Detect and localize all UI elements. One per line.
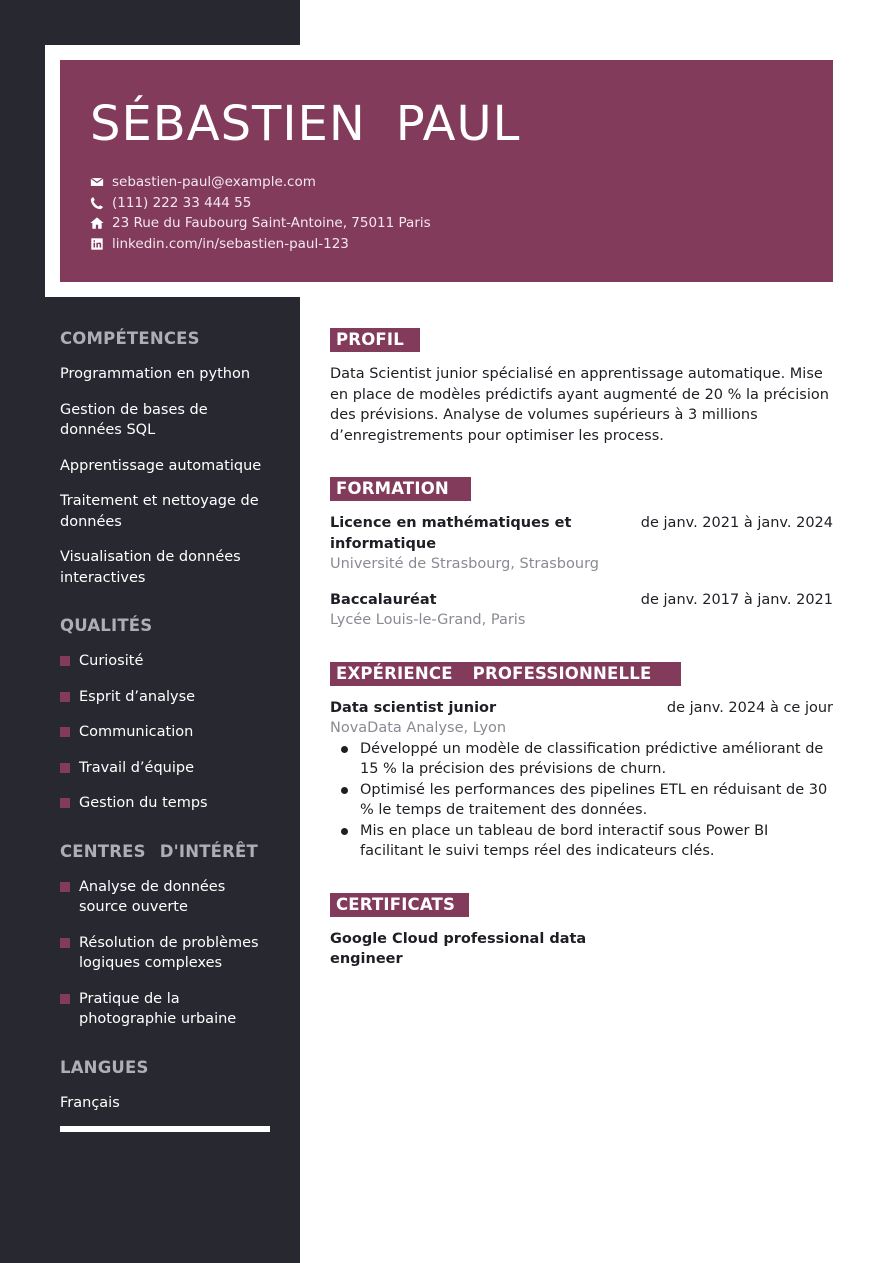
address-text: 23 Rue du Faubourg Saint-Antoine, 75011 Paris xyxy=(112,215,431,232)
email-text: sebastien-paul@example.com xyxy=(112,174,316,191)
school-name: Université de Strasbourg, Strasbourg xyxy=(330,556,599,572)
contact-email[interactable] xyxy=(90,172,833,193)
interests-heading xyxy=(60,841,270,863)
task-item: Mis en place un tableau de bord interactif sous Power BI facilitant le suivi temps réel des indicateurs clés. xyxy=(330,821,833,862)
education-heading: FORMATION xyxy=(330,477,471,501)
contact-linkedin[interactable] xyxy=(90,234,833,255)
skill-item: Visualisation de données interactives xyxy=(60,549,241,586)
first-name: SÉBASTIEN xyxy=(90,96,366,152)
square-bullet-icon xyxy=(60,763,70,773)
experience-section xyxy=(330,662,833,862)
skills-heading: COMPÉTENCES xyxy=(60,329,200,348)
language-level-bar xyxy=(60,1126,270,1132)
square-bullet-icon xyxy=(60,938,70,948)
interest-item xyxy=(60,933,270,974)
interest-text: Pratique de la photographie urbaine xyxy=(79,990,237,1027)
company-name: NovaData Analyse, Lyon xyxy=(330,720,507,736)
full-name xyxy=(90,96,833,156)
quality-text: Gestion du temps xyxy=(79,795,208,811)
education-section xyxy=(330,477,833,631)
experience-heading xyxy=(330,662,681,686)
profile-text: Data Scientist junior spécialisé en apprentissage automatique. Mise en place de modèles prédictifs ayant augmenté de 20 % la précision des prévisions. Analyse de volumes supérieurs à 3 millions d’enregistrements pour optimiser les process. xyxy=(330,366,829,444)
task-item: Développé un modèle de classification prédictive améliorant de 15 % la précision des prévisions de churn. xyxy=(330,739,833,780)
linkedin-icon xyxy=(90,237,104,251)
header-banner xyxy=(60,60,833,282)
interests-section xyxy=(60,841,270,1030)
languages-heading: LANGUES xyxy=(60,1057,149,1077)
experience-heading-part: EXPÉRIENCE xyxy=(336,663,453,683)
task-item: Optimisé les performances des pipelines ETL en réduisant de 30 % le temps de traitement des données. xyxy=(330,780,833,821)
experience-heading-part: PROFESSIONNELLE xyxy=(472,663,652,683)
quality-text: Travail d’équipe xyxy=(79,759,194,776)
interest-text: Analyse de données source ouverte xyxy=(79,878,226,915)
contact-list xyxy=(90,172,833,254)
square-bullet-icon xyxy=(60,692,70,702)
interest-item xyxy=(60,989,270,1030)
quality-text: Curiosité xyxy=(79,653,144,669)
quality-text: Esprit d’analyse xyxy=(79,688,196,705)
languages-section xyxy=(60,1057,270,1133)
square-bullet-icon xyxy=(60,882,70,892)
education-entry xyxy=(330,513,833,575)
skill-item: Gestion de bases de données SQL xyxy=(60,401,208,438)
contact-phone[interactable] xyxy=(90,193,833,214)
job-title: Data scientist junior xyxy=(330,699,497,716)
quality-item xyxy=(60,687,270,708)
task-list xyxy=(330,739,833,862)
sidebar xyxy=(60,328,270,1159)
qualities-section xyxy=(60,615,270,814)
profile-section xyxy=(330,328,833,446)
job-dates: de janv. 2024 à ce jour xyxy=(666,699,833,716)
phone-icon xyxy=(90,196,104,210)
qualities-heading: QUALITÉS xyxy=(60,616,153,635)
main-content xyxy=(330,328,833,970)
interests-heading-part: CENTRES xyxy=(60,841,146,861)
contact-address xyxy=(90,213,833,234)
envelope-icon xyxy=(90,175,104,189)
education-entry xyxy=(330,590,833,631)
phone-text: (111) 222 33 444 55 xyxy=(112,194,252,211)
education-dates: de janv. 2017 à janv. 2021 xyxy=(640,591,833,608)
degree-title: Baccalauréat xyxy=(330,591,437,608)
quality-item xyxy=(60,758,270,779)
skill-item: Apprentissage automatique xyxy=(60,457,262,474)
quality-text: Communication xyxy=(79,724,194,740)
interests-heading-part: D'INTÉRÊT xyxy=(159,841,258,861)
degree-title: Licence en mathématiques et informatique xyxy=(330,515,572,552)
school-name: Lycée Louis-le-Grand, Paris xyxy=(330,612,526,628)
certificate-item: Google Cloud professional data engineer xyxy=(330,930,587,967)
education-dates: de janv. 2021 à janv. 2024 xyxy=(640,515,833,531)
skill-item: Programmation en python xyxy=(60,366,251,382)
square-bullet-icon xyxy=(60,727,70,737)
square-bullet-icon xyxy=(60,656,70,666)
certificates-section xyxy=(330,893,833,970)
skills-section xyxy=(60,328,270,588)
quality-item xyxy=(60,793,270,814)
skill-item: Traitement et nettoyage de données xyxy=(60,493,259,530)
interest-item xyxy=(60,877,270,918)
experience-entry xyxy=(330,698,833,862)
interest-text: Résolution de problèmes logiques complexes xyxy=(79,934,259,971)
profile-heading: PROFIL xyxy=(330,328,420,352)
home-icon xyxy=(90,216,104,230)
last-name: PAUL xyxy=(395,96,521,152)
quality-item xyxy=(60,651,270,672)
square-bullet-icon xyxy=(60,994,70,1004)
linkedin-text: linkedin.com/in/sebastien-paul-123 xyxy=(112,235,349,252)
quality-item xyxy=(60,722,270,743)
language-name: Français xyxy=(60,1094,120,1111)
certificates-heading: CERTIFICATS xyxy=(330,893,469,917)
square-bullet-icon xyxy=(60,798,70,808)
